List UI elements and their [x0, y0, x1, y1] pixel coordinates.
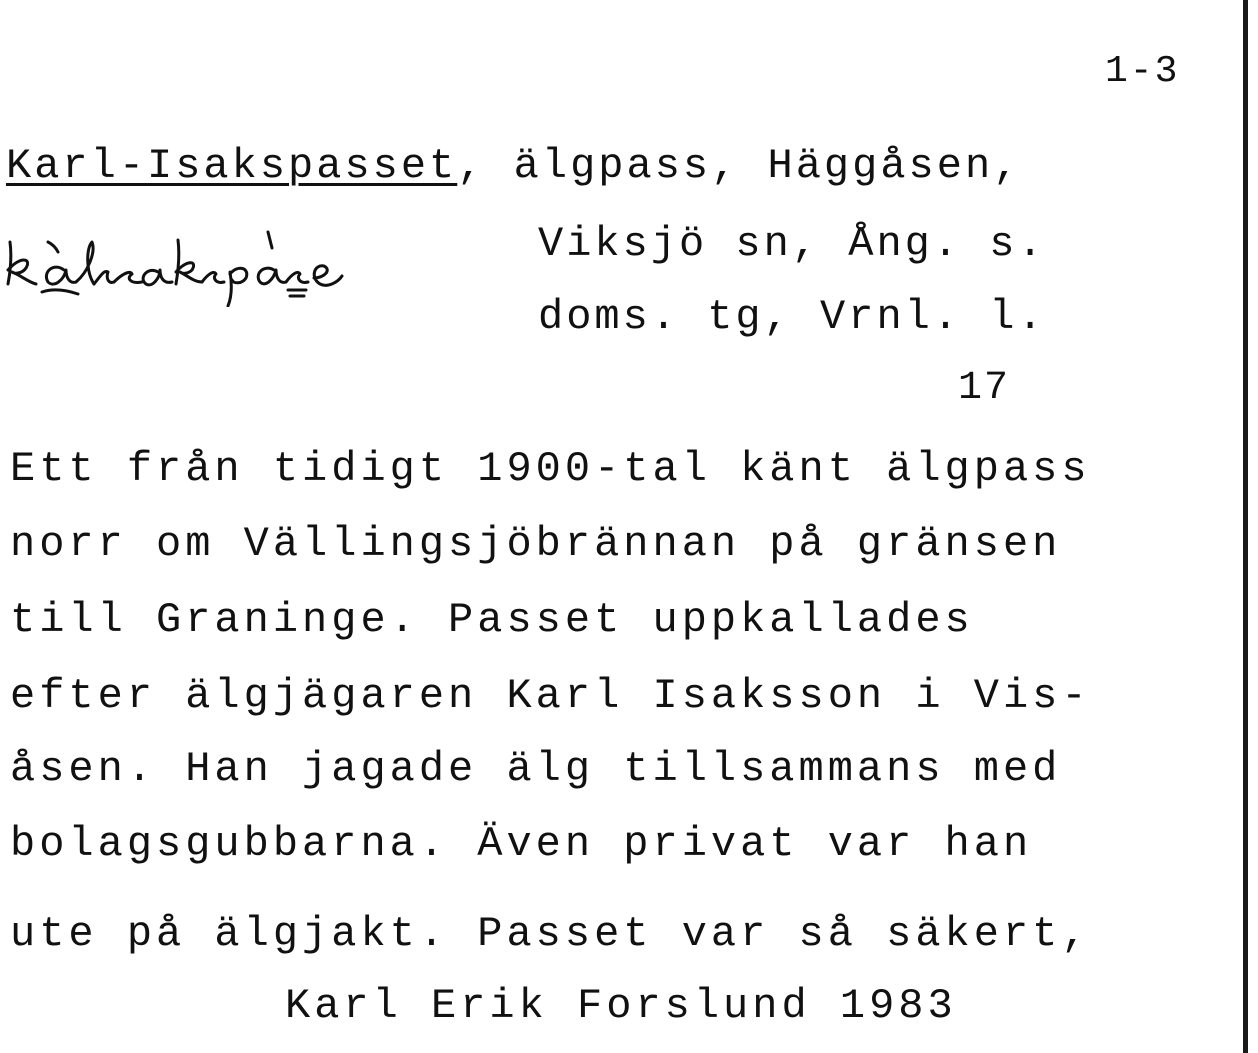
- body-line: Ett från tidigt 1900-tal känt älgpass: [10, 445, 1091, 493]
- location-line-2: Viksjö sn, Ång. s.: [538, 220, 1046, 268]
- body-line: till Graninge. Passet uppkallades: [10, 596, 974, 644]
- header-rest: , älgpass, Häggåsen,: [457, 142, 1022, 190]
- header-line: [6, 142, 1021, 190]
- body-line: bolagsgubbarna. Även privat var han: [10, 820, 1033, 868]
- body-line: efter älgjägaren Karl Isaksson i Vis-: [10, 672, 1091, 720]
- card-number: 17: [958, 366, 1011, 411]
- body-line: ute på älgjakt. Passet var så säkert,: [10, 910, 1091, 958]
- card-edge-line: [1243, 0, 1248, 1053]
- body-line: norr om Vällingsjöbrännan på gränsen: [10, 520, 1062, 568]
- signature: Karl Erik Forslund 1983: [285, 982, 957, 1030]
- handwritten-pronunciation-image: [2, 212, 492, 307]
- location-line-3: doms. tg, Vrnl. l.: [538, 293, 1046, 341]
- card-id-number: 1-3: [1105, 50, 1180, 93]
- headword: Karl-Isakspasset: [6, 142, 458, 190]
- body-line: åsen. Han jagade älg tillsammans med: [10, 745, 1062, 793]
